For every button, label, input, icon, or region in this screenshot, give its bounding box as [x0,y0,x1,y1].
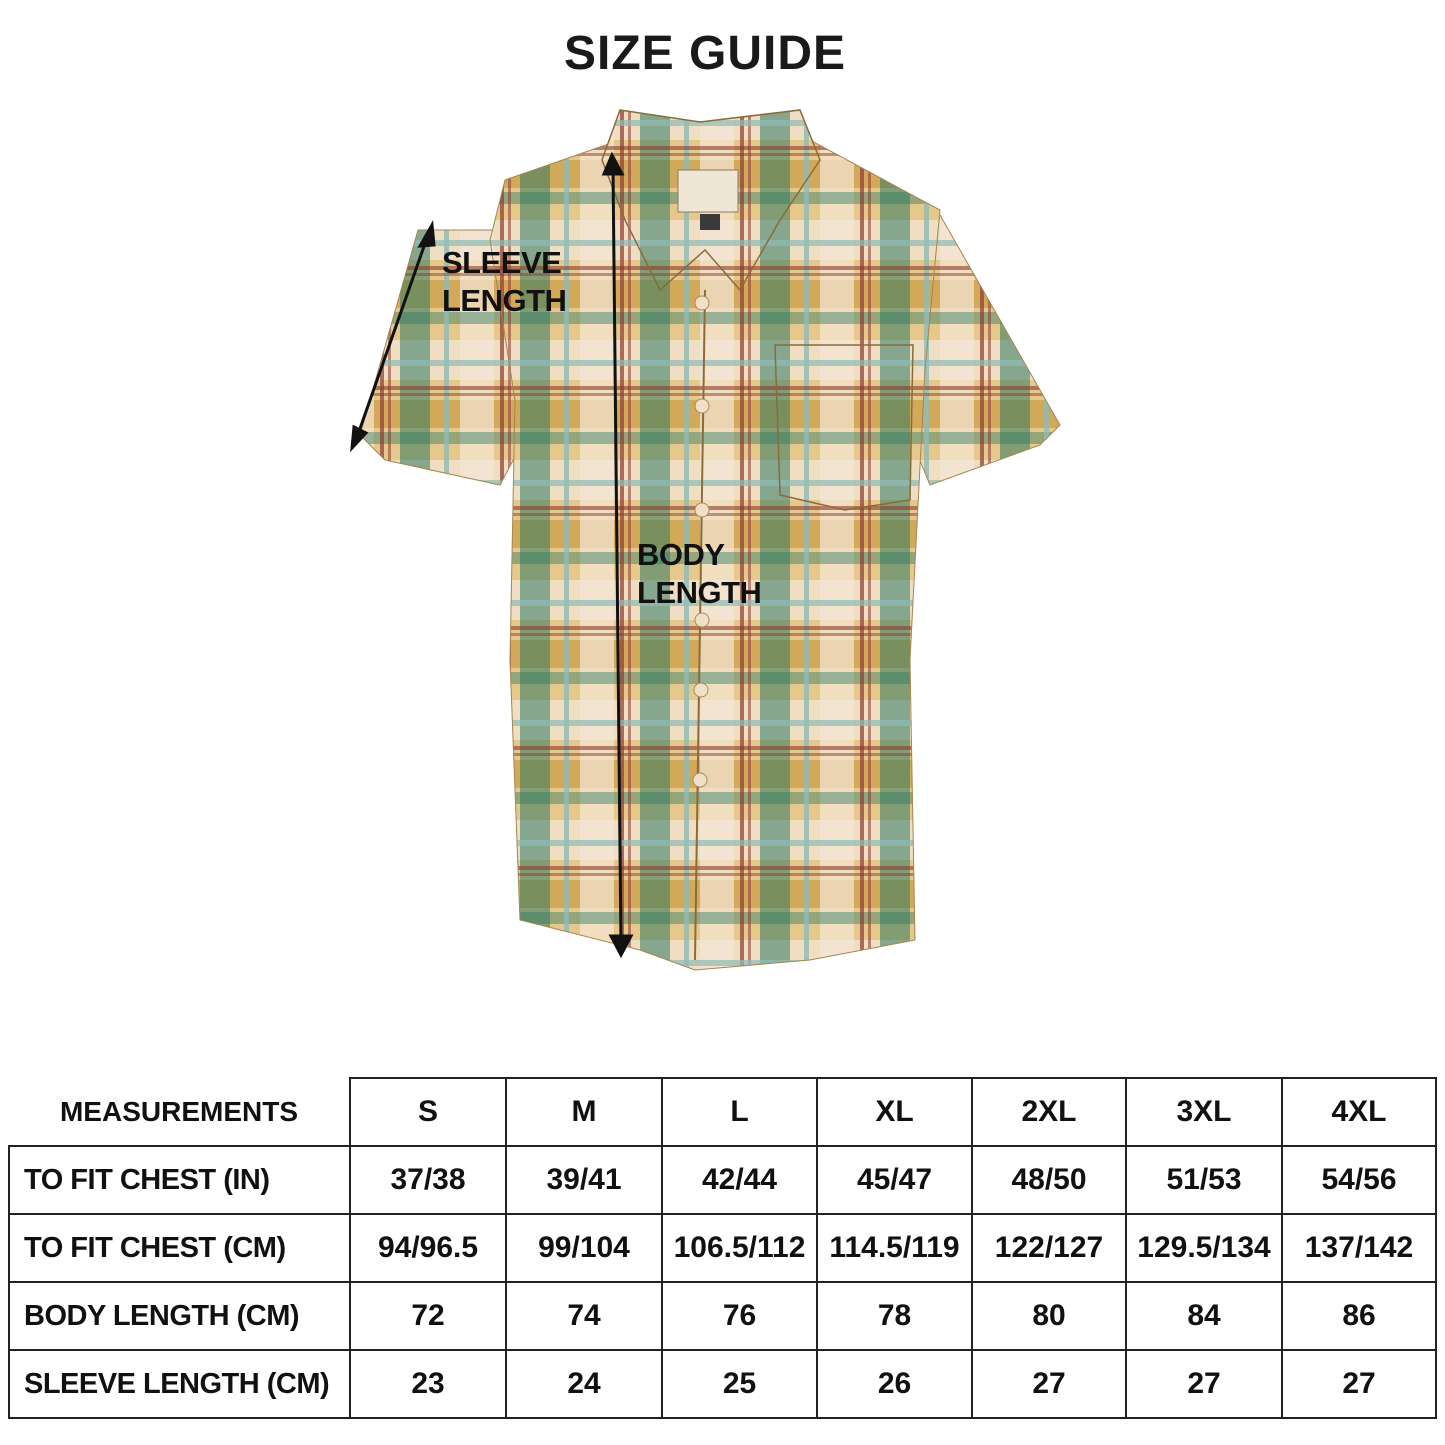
row-label: TO FIT CHEST (CM) [9,1214,350,1282]
size-header-cell: 2XL [972,1078,1126,1146]
size-header-cell: 4XL [1282,1078,1436,1146]
table-cell: 122/127 [972,1214,1126,1282]
table-row [9,1350,1436,1418]
table-cell: 42/44 [662,1146,817,1214]
page-title: SIZE GUIDE [563,27,847,80]
table-cell: 27 [972,1350,1126,1418]
sleeve-length-label [442,244,566,320]
size-tag [700,214,720,230]
size-header-cell: 3XL [1126,1078,1282,1146]
sleeve-label-line2: LENGTH [442,283,567,318]
table-cell: 39/41 [506,1146,662,1214]
body-label-line1: BODY [637,537,725,572]
size-header-row [9,1078,1436,1146]
table-cell: 137/142 [1282,1214,1436,1282]
table-cell: 74 [506,1282,662,1350]
table-cell: 27 [1126,1350,1282,1418]
table-row [9,1282,1436,1350]
row-label: BODY LENGTH (CM) [9,1282,350,1350]
table-row [9,1146,1436,1214]
table-cell: 106.5/112 [662,1214,817,1282]
table-cell: 24 [506,1350,662,1418]
table-cell: 80 [972,1282,1126,1350]
chest-pocket [775,345,913,510]
collar-tag [678,170,738,212]
table-cell: 78 [817,1282,972,1350]
table-cell: 86 [1282,1282,1436,1350]
table-cell: 25 [662,1350,817,1418]
table-cell: 114.5/119 [817,1214,972,1282]
row-label: SLEEVE LENGTH (CM) [9,1350,350,1418]
table-cell: 84 [1126,1282,1282,1350]
size-table [8,1077,1437,1419]
table-cell: 51/53 [1126,1146,1282,1214]
table-cell: 23 [350,1350,506,1418]
body-label-line2: LENGTH [637,575,762,610]
table-cell: 48/50 [972,1146,1126,1214]
sleeve-label-line1: SLEEVE [442,245,562,280]
table-cell: 54/56 [1282,1146,1436,1214]
table-row [9,1214,1436,1282]
table-cell: 76 [662,1282,817,1350]
table-cell: 72 [350,1282,506,1350]
size-header-cell: S [350,1078,506,1146]
table-cell: 99/104 [506,1214,662,1282]
measurements-header: MEASUREMENTS [9,1078,350,1146]
table-cell: 26 [817,1350,972,1418]
body-length-label [637,536,761,612]
size-header-cell: M [506,1078,662,1146]
table-cell: 27 [1282,1350,1436,1418]
table-cell: 94/96.5 [350,1214,506,1282]
row-label: TO FIT CHEST (IN) [9,1146,350,1214]
size-header-cell: XL [817,1078,972,1146]
size-header-cell: L [662,1078,817,1146]
table-cell: 45/47 [817,1146,972,1214]
table-cell: 129.5/134 [1126,1214,1282,1282]
table-cell: 37/38 [350,1146,506,1214]
